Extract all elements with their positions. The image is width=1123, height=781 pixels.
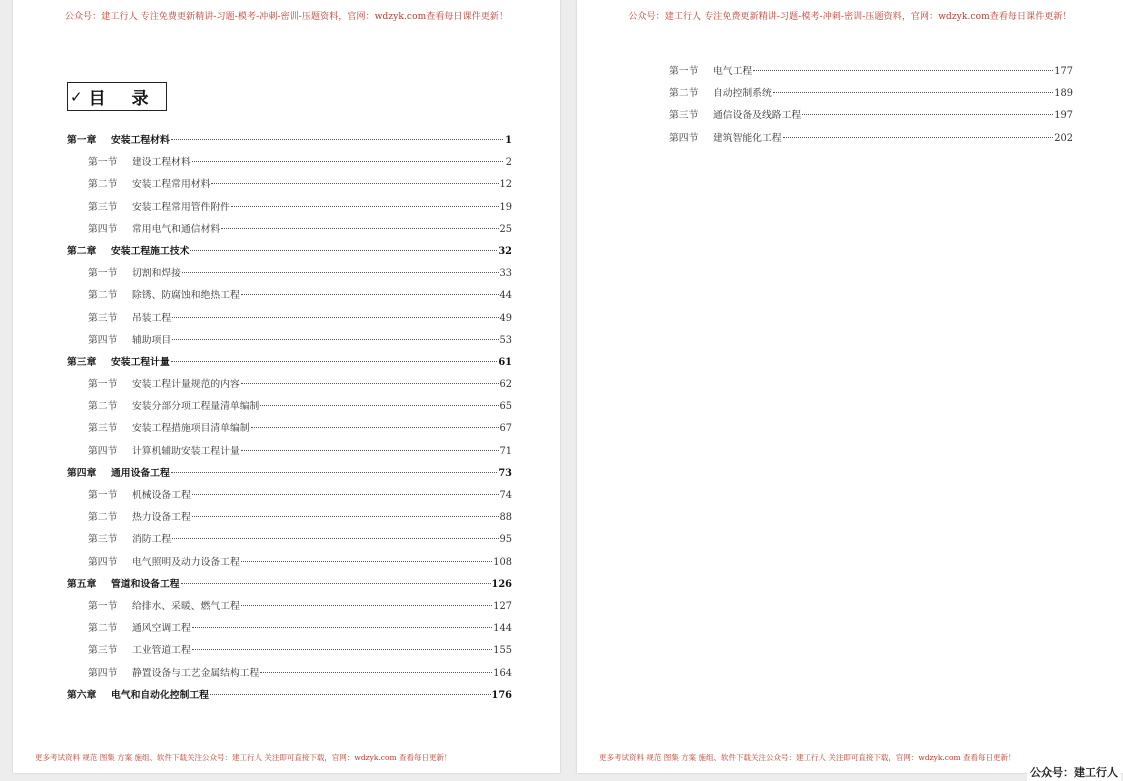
toc-entry-label: 热力设备工程 — [132, 512, 191, 524]
toc-entry-number: 第四节 — [88, 445, 118, 457]
toc-entry-label: 除锈、防腐蚀和绝热工程 — [132, 290, 240, 302]
toc-dot-leader — [171, 139, 503, 140]
toc-entry-label: 计算机辅助安装工程计量 — [132, 445, 240, 457]
toc-dot-leader — [753, 70, 1053, 71]
toc-chapter-row[interactable] — [67, 241, 512, 263]
toc-entry-number: 第二节 — [669, 88, 699, 100]
toc-entry-number: 第二节 — [88, 623, 118, 635]
toc-entry-label: 电气工程 — [713, 66, 753, 77]
toc-dot-leader — [241, 561, 493, 562]
toc-entry-label: 安装分部分项工程量清单编制 — [132, 401, 260, 413]
toc-dot-leader — [251, 427, 499, 428]
toc-section-row[interactable] — [67, 219, 512, 241]
toc-chapter-row[interactable] — [67, 574, 512, 596]
toc-entry-label: 电气和自动化控制工程 — [111, 689, 209, 701]
toc-entry-page: 32 — [498, 245, 512, 257]
toc-entry-label: 管道和设备工程 — [111, 578, 180, 590]
toc-entry-page: 74 — [499, 490, 512, 501]
toc-entry-label: 电气照明及动力设备工程 — [132, 556, 240, 568]
toc-entry-number: 第一节 — [88, 490, 118, 501]
toc-entry-page: 108 — [493, 556, 512, 568]
toc-entry-page: 164 — [493, 667, 512, 679]
page-header: 公众号：建工行人 专注免费更新精讲-习题-模考-冲刺-密训-压题资料，官网：wdzyk.com查看每日课件更新！ — [628, 12, 1072, 22]
toc-section-row[interactable] — [67, 640, 512, 662]
toc-section-row[interactable] — [648, 61, 1073, 83]
toc-entry-page: 127 — [493, 600, 512, 612]
toc-dot-leader — [192, 516, 499, 517]
toc-entry-number: 第四节 — [88, 556, 118, 568]
toc-entry-page: 1 — [505, 135, 512, 146]
toc-entry-page: 61 — [498, 356, 512, 368]
toc-entry-page: 12 — [499, 179, 512, 191]
toc-entry-page: 73 — [498, 467, 512, 479]
toc-entry-number: 第三节 — [669, 110, 699, 122]
toc-section-row[interactable] — [67, 152, 512, 174]
toc-title — [67, 82, 167, 111]
toc-entry-page: 95 — [499, 534, 512, 546]
toc-entry-label: 安装工程常用管件附件 — [132, 201, 230, 213]
page-footer: 更多考试资料 规范 图集 方案 施组、软件下载关注公众号：建工行人 关注即可直接下载，官网：wdzyk.com 查看每日更新！ — [599, 753, 1016, 762]
toc-section-row[interactable] — [67, 308, 512, 330]
toc-chapter-row[interactable] — [67, 463, 512, 485]
toc-section-row[interactable] — [67, 174, 512, 196]
toc-entry-page: 176 — [491, 689, 512, 701]
toc-entry-label: 安装工程材料 — [111, 135, 170, 146]
toc-entry-page: 202 — [1054, 132, 1073, 144]
toc-dot-leader — [802, 114, 1053, 115]
toc-dot-leader — [192, 627, 493, 628]
toc-entry-label: 消防工程 — [132, 534, 172, 546]
toc-entry-number: 第四节 — [669, 132, 699, 144]
toc-entry-label: 通信设备及线路工程 — [713, 110, 802, 122]
toc-dot-leader — [773, 92, 1054, 93]
toc-entry-label: 机械设备工程 — [132, 490, 191, 501]
toc-entry-page: 19 — [499, 201, 512, 213]
toc-dot-leader — [260, 405, 498, 406]
toc-entry-page: 71 — [499, 445, 512, 457]
toc-dot-leader — [190, 250, 497, 251]
toc-entry-number: 第四章 — [67, 467, 97, 479]
watermark: 公众号：建工行人 — [1027, 763, 1121, 781]
toc-dot-leader — [260, 672, 492, 673]
toc-dot-leader — [171, 361, 498, 362]
toc-entry-page: 65 — [499, 401, 512, 413]
toc-entry-number: 第一章 — [67, 135, 97, 146]
toc-dot-leader — [192, 161, 503, 162]
toc-section-row[interactable] — [67, 618, 512, 640]
toc-dot-leader — [241, 450, 499, 451]
toc-entry-page: 189 — [1054, 88, 1073, 100]
toc-section-row[interactable] — [648, 128, 1073, 150]
toc-entry-page: 126 — [491, 578, 512, 590]
toc-dot-leader — [241, 383, 499, 384]
toc-entry-page: 53 — [499, 334, 512, 346]
toc-entry-number: 第二节 — [88, 512, 118, 524]
toc-list-left — [67, 130, 512, 707]
toc-entry-number: 第二节 — [88, 179, 118, 191]
page-header: 公众号：建工行人 专注免费更新精讲-习题-模考-冲刺-密训-压题资料，官网：wdzyk.com查看每日课件更新！ — [64, 12, 509, 22]
toc-entry-label: 建设工程材料 — [132, 157, 191, 169]
toc-entry-label: 静置设备与工艺金属结构工程 — [132, 667, 260, 679]
toc-entry-number: 第三节 — [88, 534, 118, 546]
pencil-icon: ✓ — [70, 87, 83, 106]
toc-entry-label: 吊装工程 — [132, 312, 172, 324]
toc-entry-page: 25 — [499, 223, 512, 235]
toc-section-row[interactable] — [67, 374, 512, 396]
toc-entry-label: 安装工程措施项目清单编制 — [132, 423, 250, 435]
toc-entry-number: 第四节 — [88, 223, 118, 235]
toc-entry-number: 第一节 — [88, 379, 118, 391]
toc-entry-number: 第二节 — [88, 290, 118, 302]
toc-dot-leader — [221, 228, 498, 229]
toc-entry-page: 67 — [499, 423, 512, 435]
toc-entry-number: 第二节 — [88, 401, 118, 413]
toc-section-row[interactable] — [67, 663, 512, 685]
toc-dot-leader — [172, 339, 498, 340]
toc-chapter-row[interactable] — [67, 130, 512, 152]
toc-entry-page: 177 — [1054, 66, 1073, 77]
toc-section-row[interactable] — [67, 441, 512, 463]
toc-entry-label: 安装工程常用材料 — [132, 179, 211, 191]
toc-section-row[interactable] — [67, 552, 512, 574]
toc-entry-number: 第二章 — [67, 245, 97, 257]
toc-entry-number: 第三节 — [88, 201, 118, 213]
toc-list-right — [648, 61, 1073, 150]
toc-dot-leader — [171, 472, 498, 473]
toc-title-text: 目 录 — [88, 89, 159, 109]
toc-entry-page: 155 — [493, 645, 512, 657]
toc-section-row[interactable] — [67, 485, 512, 507]
toc-dot-leader — [211, 183, 498, 184]
toc-entry-label: 通风空调工程 — [132, 623, 191, 635]
toc-section-row[interactable] — [648, 105, 1073, 127]
toc-entry-label: 给排水、采暖、燃气工程 — [132, 600, 240, 612]
toc-chapter-row[interactable] — [67, 685, 512, 707]
toc-entry-page: 144 — [493, 623, 512, 635]
toc-entry-page: 49 — [499, 312, 512, 324]
toc-entry-number: 第一节 — [88, 157, 118, 169]
toc-section-row[interactable] — [67, 396, 512, 418]
toc-entry-number: 第三节 — [88, 312, 118, 324]
toc-section-row[interactable] — [648, 83, 1073, 105]
toc-entry-number: 第一节 — [88, 600, 118, 612]
toc-entry-label: 工业管道工程 — [132, 645, 191, 657]
toc-entry-label: 自动控制系统 — [713, 88, 772, 100]
toc-chapter-row[interactable] — [67, 352, 512, 374]
toc-dot-leader — [181, 583, 491, 584]
toc-entry-number: 第四节 — [88, 334, 118, 346]
toc-entry-label: 常用电气和通信材料 — [132, 223, 221, 235]
toc-dot-leader — [172, 538, 498, 539]
toc-entry-page: 44 — [499, 290, 512, 302]
toc-entry-page: 88 — [499, 512, 512, 524]
toc-dot-leader — [231, 206, 499, 207]
toc-entry-number: 第四节 — [88, 667, 118, 679]
toc-section-row[interactable] — [67, 507, 512, 529]
toc-dot-leader — [192, 649, 493, 650]
toc-entry-page: 2 — [505, 157, 512, 169]
page-right — [577, 0, 1123, 773]
toc-dot-leader — [241, 605, 493, 606]
toc-section-row[interactable] — [67, 263, 512, 285]
toc-section-row[interactable] — [67, 418, 512, 440]
page-footer: 更多考试资料 规范 图集 方案 施组、软件下载关注公众号：建工行人 关注即可直接下载，官网：wdzyk.com 查看每日更新！ — [35, 753, 452, 762]
toc-entry-page: 197 — [1054, 110, 1073, 122]
toc-entry-page: 62 — [499, 379, 512, 391]
toc-dot-leader — [182, 272, 499, 273]
toc-entry-number: 第三节 — [88, 423, 118, 435]
toc-section-row[interactable] — [67, 285, 512, 307]
toc-dot-leader — [783, 137, 1054, 138]
toc-entry-number: 第五章 — [67, 578, 97, 590]
toc-entry-label: 安装工程施工技术 — [111, 245, 190, 257]
toc-section-row[interactable] — [67, 197, 512, 219]
toc-entry-number: 第一节 — [88, 268, 118, 280]
toc-entry-number: 第三节 — [88, 645, 118, 657]
toc-entry-number: 第三章 — [67, 356, 97, 368]
toc-entry-page: 33 — [499, 268, 512, 280]
toc-entry-label: 切割和焊接 — [132, 268, 181, 280]
toc-entry-label: 建筑智能化工程 — [713, 132, 782, 144]
toc-entry-label: 通用设备工程 — [111, 467, 170, 479]
page-left — [13, 0, 560, 773]
toc-section-row[interactable] — [67, 529, 512, 551]
toc-section-row[interactable] — [67, 596, 512, 618]
toc-entry-number: 第一节 — [669, 66, 699, 77]
toc-dot-leader — [210, 694, 491, 695]
toc-section-row[interactable] — [67, 330, 512, 352]
toc-dot-leader — [192, 494, 499, 495]
toc-dot-leader — [241, 294, 499, 295]
toc-entry-label: 安装工程计量规范的内容 — [132, 379, 240, 391]
toc-dot-leader — [172, 317, 498, 318]
toc-entry-label: 安装工程计量 — [111, 356, 170, 368]
toc-entry-number: 第六章 — [67, 689, 97, 701]
toc-entry-label: 辅助项目 — [132, 334, 172, 346]
